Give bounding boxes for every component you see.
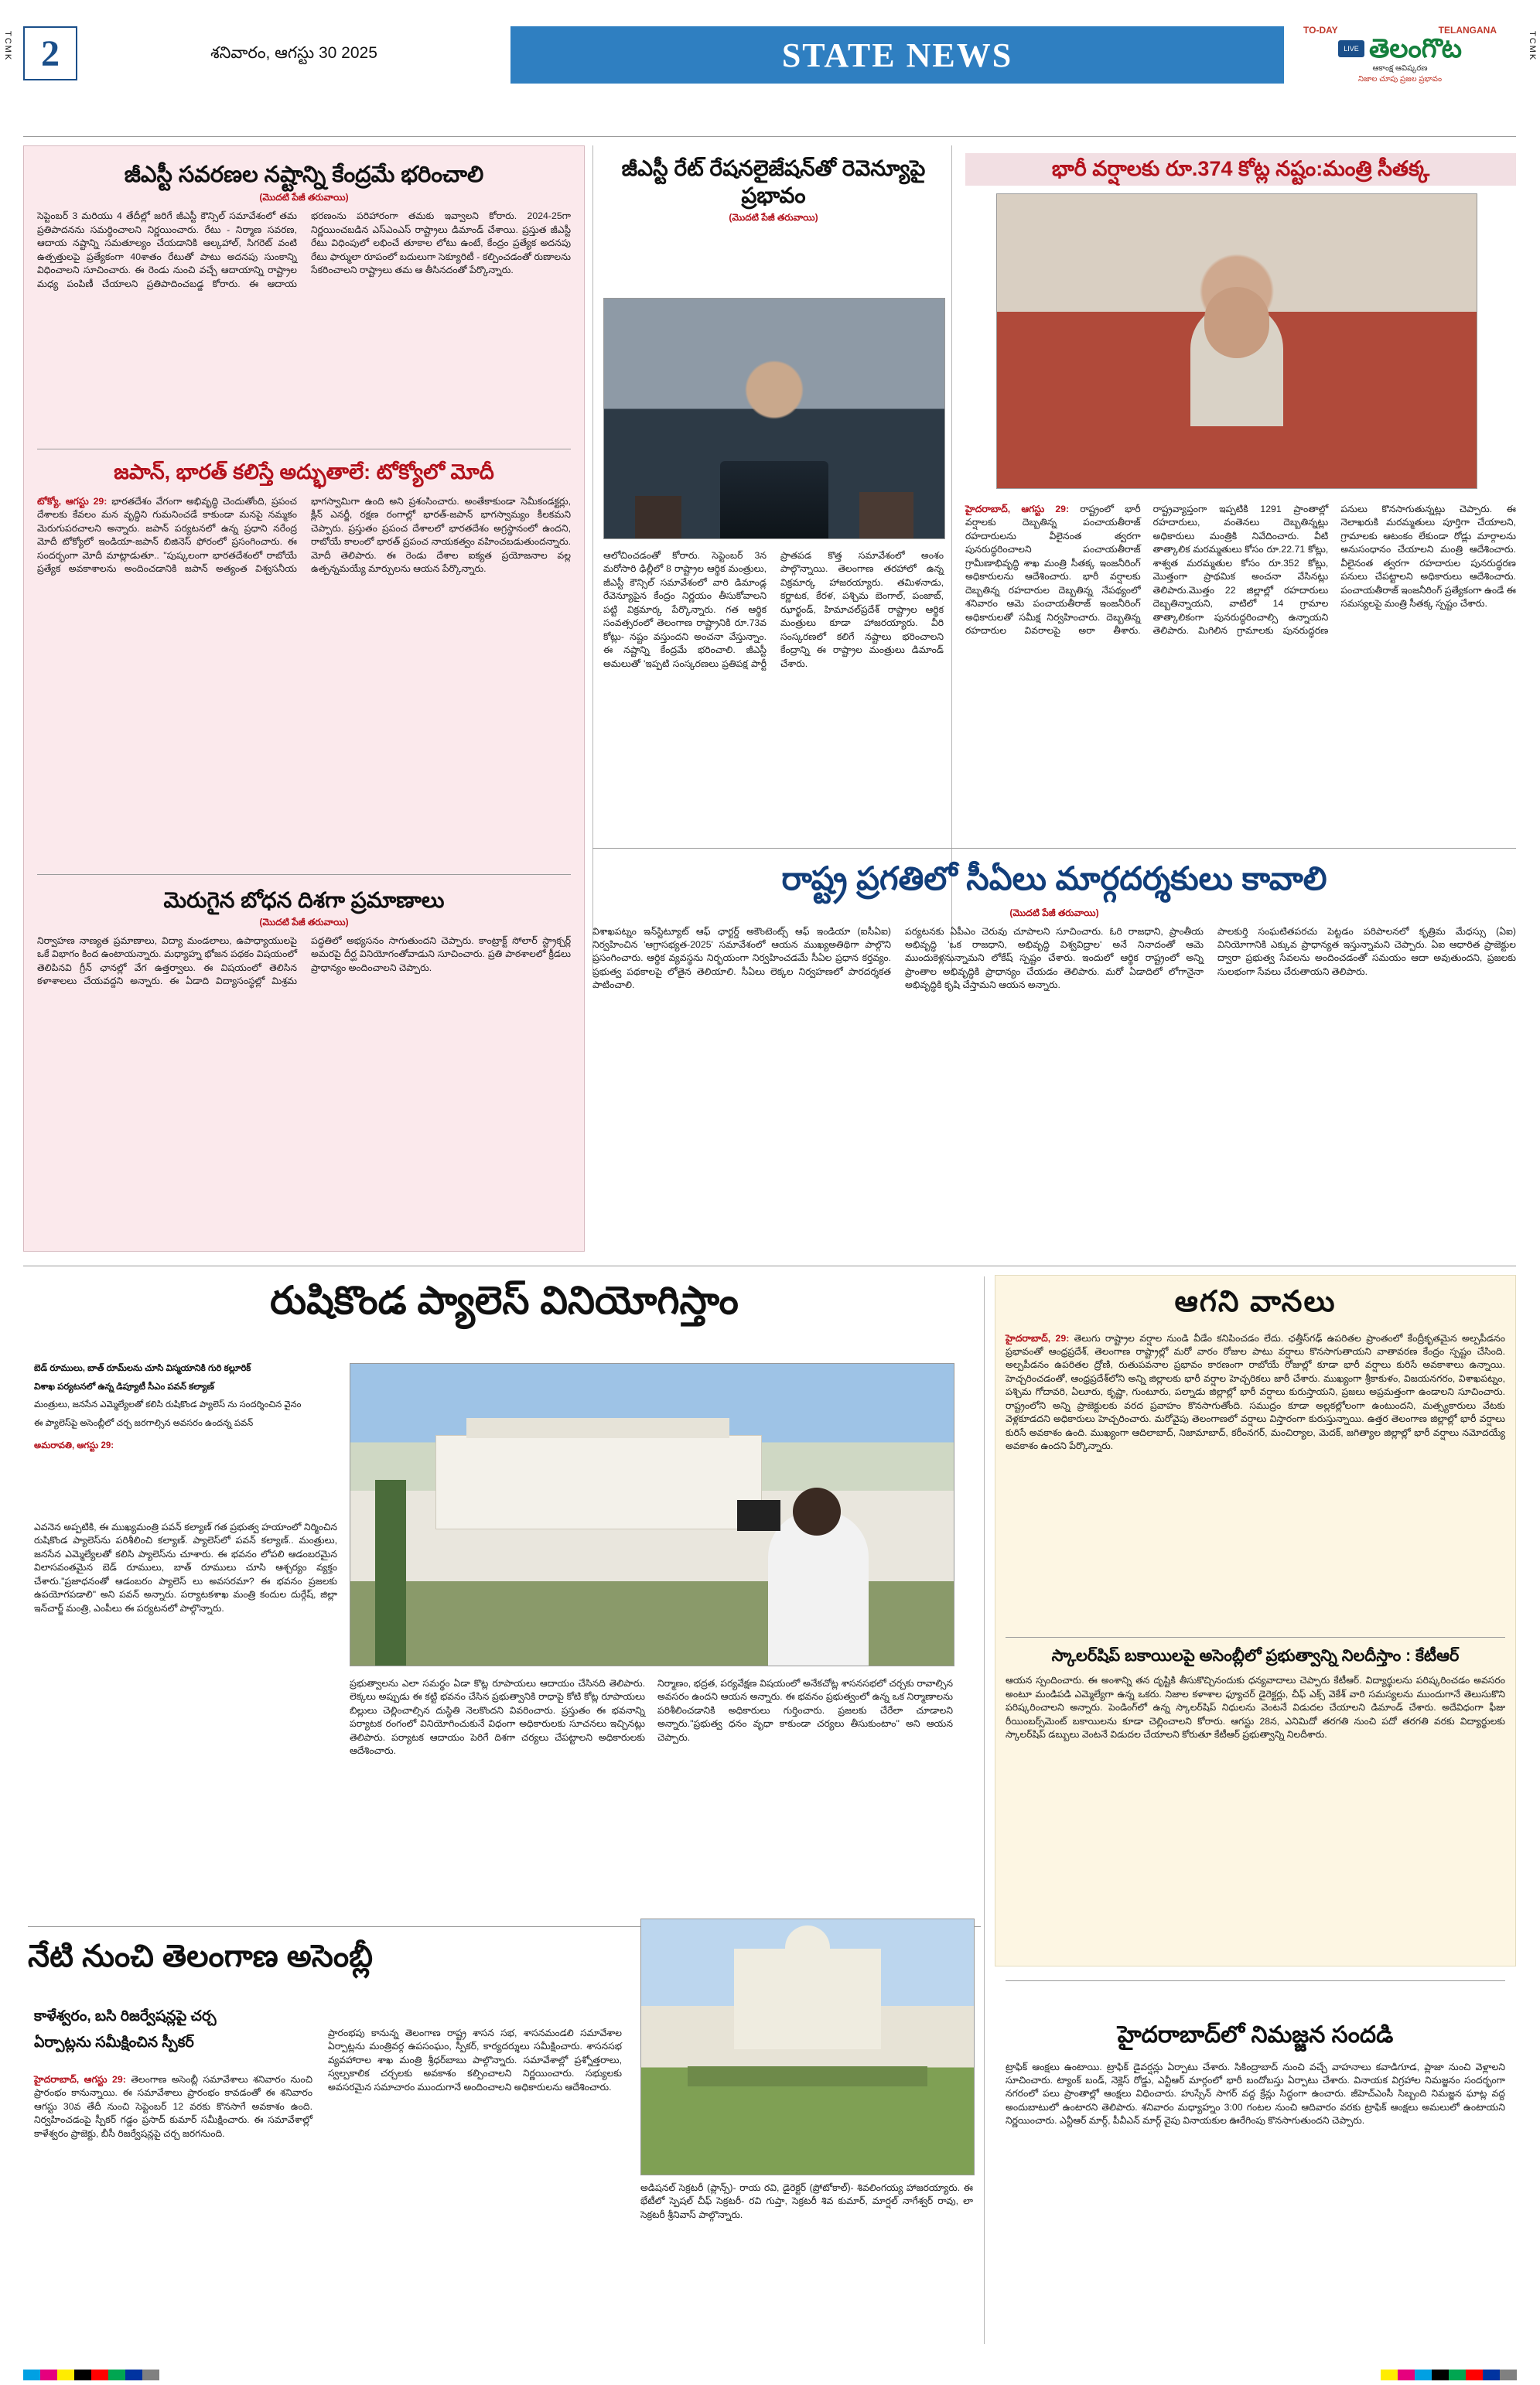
headline: రాష్ట్ర ప్రగతిలో సీఏలు మార్గదర్శకులు కావాలి	[781, 860, 1327, 897]
assembly-body-col-1	[34, 2073, 312, 2141]
article-col-2: పర్యటనకు ఏపీఎం చెరువు చూపాలని సూచించారు. ఓరి రాజధాని, ప్రాంతీయ అభివృద్ధి 'ఒక రాజధాని, అభివృద్ధి విశ్వవిద్రాల' అనే నినాదంతో ఆమె ముందుకెళ్లనున్నామని లోకేష్ స్పష్టం చేశారు. ఇందులో ఆర్థిక రాష్ట్రంలో అన్ని ప్రాంతాల అభివృద్ధికి ప్రాధాన్యం చేయడం తెలిపారు. మరో ఏడాదిలో లోగానైనా అభివృద్ధికి కృషి చేస్తామని ఆయన అన్నారు.	[905, 925, 1204, 991]
photo-assembly-building	[640, 1919, 975, 2175]
assembly-subheads	[34, 2007, 312, 2052]
column-divider	[984, 1276, 985, 2344]
logo-brand: తెలంగొట	[1368, 34, 1463, 63]
headline: నేటి నుంచి తెలంగాణ అసెంబ్లీ	[28, 1939, 373, 1973]
article-gst-rate-rationalization	[603, 155, 944, 230]
section-banner	[510, 26, 1284, 84]
logo-subtitle-2: నిజాల చూపు ప్రజల ప్రభావం	[1357, 75, 1443, 84]
article-telangana-assembly	[28, 1937, 631, 1976]
article-teaching-standards	[37, 887, 571, 989]
palace-dateline: అమరావతి, ఆగస్టు 29:	[34, 1441, 114, 1451]
registration-mark-right: TCMK	[1528, 31, 1537, 62]
headline: జీఎస్టీ రేట్ రేషనలైజేషన్‌తో రెవెన్యూపై ప్రభావం	[621, 156, 926, 207]
registration-mark-left: TCMK	[3, 31, 12, 62]
article-text: రాష్ట్రంలో భారీ వర్షాలకు దెబ్బతిన్న పంచాయతీరాజ్ రహదారులను వీలైనంత త్వరగా పునరుద్ధరించాలని పంచాయతీరాజ్ గ్రామీణాభివృద్ధి శాఖ మంత్రి సీతక్క ఇంజనీరింగ్ అధికారులను ఆదేశించారు. భారీ వర్షాలకు దెబ్బతిన్న రహదారుల దెబ్బతిన్న నేపథ్యంలో శనివారం ఆమె పంచాయతీరాజ్ ఇంజనీరింగ్ అధికారులతో సమీక్ష నిర్వహించారు. దెబ్బతిన్న రహదారుల వివరాలపై అరా తీశారు. రాష్ట్రవ్యాప్తంగా ఇప్పటికి 1291 ప్రాంతాల్లో రహదారులు, వంతెనలు దెబ్బతిన్నట్లు అధికారులు మంత్రికి నివేదించారు. వీటి తాత్కాలిక మరమ్మతులు కోసం రూ.22.71 కోట్లు, శాశ్వత మరమ్మతుల కోసం రూ.352 కోట్లు, మొత్తంగా ప్రాథమిక అంచనా వేసినట్లు తెలిపారు.మొత్తం 22 జిల్లాల్లో రహదారులు దెబ్బతిన్నాయని, వాటిలో 14 గ్రామాల తాత్కాలికంగా పునరుద్ధరించాల్సి ఉన్నాయని తెలిపారు. మిగిలిన గ్రామాలకు పునరుద్ధరణ పనులు కొనసాగుతున్నట్లు చెప్పారు. ఈ నెలాఖరుకి మరమ్మతులు పూర్తిగా చేయాలని, గ్రామాలకు ఆటంకం లేకుండా రోడ్లు మార్గాలను అనుసంధానం చేయాలని మంత్రి ఆదేశించారు. వీలైనంత త్వరగా రహదారుల పునరుద్ధరణ పనులు చేపట్టాలని అధికారులు ఆదేశించారు. పంచాయతీరాజ్ ఇంజనీరింగ్ ప్రత్యేకంగా ఉండే ఈ సమస్యలపై మంత్రి సీతక్క స్పష్టం చేశారు.	[965, 504, 1516, 637]
article-gst-rate-body: ఆలోచించడంతో కోరారు. సెప్టెంబర్ 3న మరోసారి ఢిల్లీలో 8 రాష్ట్రాల ఆర్థిక మంత్రులు, జీఎస్టీ కౌన్సిల్ సమావేశంలో వారి డిమాండ్ల రేవెన్యూపైన కేంద్రం నిర్ణయం తీసుకోవాలని పట్టి విక్రమార్క పేర్కొన్నారు. గత ఆర్థిక సంవత్సరంలో తెలంగాణ రాష్ట్రానికి రూ.73వ కోట్లు- నష్టం వస్తుందని అంచనా వేస్తున్నాం. ఈ నష్టాన్ని కేంద్రమే భరించాలి. జీఎస్టీ అమలుతో 'ఇప్పటి సంస్కరణలు ప్రతిపక్ష పార్టీ ప్రాతపడ కొత్త సమావేశంలో అంశం పాల్గొన్నాయి. తెలంగాణ తరహాలో ఉన్న విక్రమార్క హాజరయ్యారు. తమిళనాడు, కర్ణాటక, కేరళ, పశ్చిమ బెంగాల్, పంజాబ్, ఝార్ఖండ్, హిమాచల్‌ప్రదేశ్ రాష్ట్రాల ఆర్థిక మంత్రులు కూడా హాజరయ్యారు. వీరి సంస్కరణలో కలిగే నష్టాలు భరించాలని కేంద్రాన్ని ఈ రాష్ట్రాల మంత్రులు డిమాండ్ చేశారు.	[603, 550, 944, 669]
masthead	[23, 26, 1516, 84]
dateline: హైదరాబాద్, 29:	[1006, 1332, 1070, 1344]
article-hyderabad-nimajjanam	[1006, 2021, 1505, 2128]
caption-line-3: మంత్రులు, జనసేన ఎమ్మెల్యేలతో కలిసి రుషికొండ ప్యాలెస్ ను సందర్శించిన వైనం	[34, 1400, 302, 1410]
headline: మెరుగైన బోధన దిశగా ప్రమాణాలు	[163, 888, 445, 912]
article-body	[37, 495, 571, 576]
assembly-body-col-2: ప్రారంభపు కానున్న తెలంగాణ రాష్ట్ర శాసన సభ, శాసనమండలి సమావేశాల ఏర్పాట్లను మంత్రివర్గ ఉపసంఘం, స్పీకర్, కార్యదర్శులు సమీక్షించారు. శాసనసభ వ్యవహారాల శాఖ మంత్రి శ్రీధర్‌బాబు పాల్గొన్నారు. సమావేశాల్లో ప్రశ్నోత్తరాలు, స్వల్పకాలిక చర్చలకు అవకాశం కల్పించాలని నిర్ణయించారు. సభ్యులకు అవసరమైన సమాచారం ముందుగానే అందించాలని అధికారులను ఆదేశించారు.	[328, 2028, 622, 2093]
byline: (మొదటి పేజీ తరువాయి)	[1009, 907, 1099, 918]
assembly-subhead-2: ఏర్పాట్లను సమీక్షించిన స్పీకర్	[34, 2034, 194, 2051]
dateline: హైదరాబాద్, ఆగస్టు 29:	[965, 504, 1070, 514]
article-body: సెప్టెంబర్ 3 మరియు 4 తేదీల్లో జరిగే జీఎస్టీ కౌన్సిల్ సమావేశంలో తమ ప్రతిపాదనను సమర్థించాలని నిర్ణయించారు. రేటు - నిర్మాణ సవరణ, ఆదాయ నష్టాన్ని సమతూల్యం చేయడానికి ఆల్కహాల్, సిగరెట్ వంటి ఉత్పత్తులపై ప్రత్యేకంగా 40శాతం రేటుతో పాటు అదనపు సుంకాన్ని విధించాలని సూచించారు. ఈ రెండు నుంచి వచ్చే ఆదాయాన్ని రాష్ట్రాల మధ్య పంపిణీ చేయాలని ప్రతిపాదించబడ్డ కోరారు. ఈ ఆదాయ భరణంను పరిహారంగా తమకు ఇవ్వాలని కోరారు. 2024-25గా నిర్ణయించబడిన ఎస్ఎంఎస్ రాష్ట్రాలు డిమాండ్ చేశాయి. ప్రస్తుత జీఎస్టీ రేటు విధింపులో లభించే తూకాల లోటు ఉంటే, కేంద్రం ప్రత్యేక అదనపు రేటు ఫార్ములా రూపంలో బదులుగా సెక్యూరిటీ - కల్పించడంతో రుణాలను సేకరించాలని రాష్ట్రాలు తమ ఆ తీసినదంతో పేర్కొన్నారు.	[37, 210, 571, 289]
page-number: 2	[23, 26, 77, 80]
headline: ఆగని వానలు	[1174, 1286, 1337, 1318]
article-gst-amendment-loss	[37, 161, 571, 291]
logo-live-badge: LIVE	[1338, 40, 1364, 57]
byline: (మొదటి పేజీ తరువాయి)	[259, 192, 349, 203]
logo-left-tag: TO-DAY	[1303, 25, 1338, 36]
article-text: తెలుగు రాష్ట్రాల వర్షాల నుండి వీడేం కనిపించడం లేదు. ఛత్తీస్‌గఢ్ ఉపరితల ప్రాంతంలో కేంద్రీకృతమైన అల్పపీడనం ప్రభావంతో ఆంధ్రప్రదేశ్, తెలంగాణ రాష్ట్రాల్లో మరో వారం రోజుల పాటు వర్షాలు కొనసాగుతాయని వాతావరణ కేంద్రం స్పష్టం చేసింది. అల్పపీడనం ఉపరితల ద్రోణి, రుతుపవనాల ప్రభావం కారణంగా రాబోయే రోజుల్లో కూడా భారీ వర్షాలు కురిసే అవకాశాలు ఉన్నాయి. హెచ్చరించడంతో, ఆంధ్రప్రదేశ్‌లోని అన్ని జిల్లాలకు భారీ వర్షాల హెచ్చరికలు జారీ చేశారు. ముఖ్యంగా శ్రీకాకుళం, విజయనగరం, విశాఖపట్నం, పశ్చిమ గోదావరి, ఏలూరు, కృష్ణా, గుంటూరు, పల్నాడు జిల్లాల్లో భారీ వర్షాలు కురుస్తాయని, ప్రజలు అప్రమత్తంగా ఉండాలని సూచించారు. రాష్ట్రంలోని అన్ని ప్రాజెక్టులకు వరద ప్రవాహం కొనసాగుతోంది. సముద్రం కూడా అల్లకల్లోలంగా ఉంటుందని, మత్స్యకారులు వేటకు వెళ్లకూడదని అధికారులు హెచ్చరించారు. మరోవైపు తెలంగాణలో వర్షాలు విస్తారంగా కురుస్తున్నాయి. ఉత్తర తెలంగాణ జిల్లాల్లో భారీ వర్షాలు కురిసే అవకాశం ఉంది. ముఖ్యంగా ఆదిలాబాద్, నిజామాబాద్, కరీంనగర్, మంచిర్యాల, మెదక్, జగిత్యాల జిల్లాల్లో భారీ వర్షాలు నమోదయ్యే అవకాశం ఉందని పేర్కొన్నారు.	[1006, 1332, 1506, 1452]
caption-line-4: ఈ ప్యాలెస్‌పై అసెంబ్లీలో చర్చ జరగాల్సిన అవసరం ఉందన్న పవన్	[34, 1418, 254, 1428]
logo-right-tag: TELANGANA	[1438, 25, 1497, 36]
photo-minister-seethakka	[996, 193, 1477, 489]
byline: (మొదటి పేజీ తరువాయి)	[259, 917, 349, 928]
article-col-3: పాలకుర్తి సంఘటితపరచు పెట్టడం పరిపాలనలో కృత్రిమ మేధస్సు (ఏఐ) వినియోగానికి ఎక్కువ ప్రాధాన్యత ఇస్తున్నామని చెప్పారు. ఏఐ ఆధారిత ప్రాజెక్టుల ద్వారా ప్రభుత్వ సేవలను అందించడంతో సమయం ఆదా అవుతుందని, ప్రజలకు సులభంగా సేవలు చేరుతాయని తెలిపారు.	[1217, 925, 1516, 977]
article-no-rains	[1006, 1284, 1505, 1454]
palace-body-col-2: ప్రభుత్వాలను ఎలా సమర్థం ఏడా కొట్ల రూపాయలు ఆదాయం చేసినది తెలిపారు. లెక్కలు అప్పుడు ఈ కట్టి భవనం చేసిన ప్రభుత్వానికి రాధాపై కోటి కోట్ల రూపాయలు బిల్లులు చెల్లించాల్సిన దుస్థితి నెలకొందని వివరించారు. ప్రస్తుతం ఈ భవనాన్ని పర్యాటక రంగంలో వినియోగించుకునే విధంగా అధికారులకు సూచనలు ఇచ్చినట్లు తెలిపారు. పర్యాటక ఆదాయం పెరిగే దిశగా చర్యలు చేపట్టాలని అధికారులకు ఆదేశించారు.	[350, 1678, 645, 1757]
color-bar-right	[1381, 2370, 1517, 2380]
article-text: భారతదేశం వేగంగా అభివృద్ధి చెందుతోంది, ప్రపంచ దేశాలకు కేవలం మన వృద్ధిని గుమనించడే కాకుండా మనపై నమ్మకం మెరుగుపరచాలని అన్నారు. జపాన్ పర్యటనలో ఉన్న ప్రధాని నరేంద్ర మోదీ టోక్యోలో ఇండియా-జపాన్ బిజినెస్ ఫోరంలో ప్రసంగించారు. ఈ సందర్భంగా మోదీ మాట్లాడుతూ.. "పుష్కలంగా భారతదేశంలో రాబోయే ప్రత్యేక అవకాశాలను అందించడానికి జపాన్ అత్యంత విశ్వసనీయ భాగస్వామిగా ఉంది అని ప్రశంసించారు. అంతేకాకుండా సెమీకండక్టర్లు, క్లీన్ ఎనర్జీ, రక్షణ రంగాల్లో భారత్-జపాన్ భాగస్వామ్యం కీలకమని చెప్పారు. ప్రస్తుతం ప్రపంచ దేశాలలో భారతదేశం అగ్రస్థానంలో ఉందని, రాబోయే కాలంలో భారత్ ప్రపంచ నాయకత్వం వహించబడుతుందన్నారు. మోదీ తెలిపారు. ఈ రెండు దేశాల ఐక్యత ప్రయోజనాల వల్ల ఉత్పన్నమయ్యే మార్పులను ఆయన పేర్కొన్నారు.	[37, 495, 571, 575]
article-rains-loss	[965, 153, 1516, 186]
article-japan-modi	[37, 460, 571, 576]
caption-line-2: విశాఖ పర్యటనలో ఉన్న డిప్యూటీ సీఎం పవన్ కల్యాణ్	[34, 1382, 214, 1392]
article-body: ఆయన స్పందించారు. ఈ అంశాన్ని తన దృష్టికి తీసుకొచ్చినందుకు ధన్యవాదాలు చెప్పారు కేటీఆర్. విద్యార్థులను పరిష్కరించడం అవసరం అంటూ మండిపడి ఎమ్మెల్యేగా ఉన్న ఒకరు. నిజాల కళాశాల ఫ్యూచర్ డైరెక్టర్లు, చీఫ్ ఎక్స్ వెకేశ్ వారి సమస్యలను ముందుగానే తెలుసుకొని పరిష్కరించాలని అన్నారు. పెండింగ్‌లో ఉన్న స్కాలర్‌షిప్ నిధులను వెంటనే విడుదల చేయాలని డిమాండ్ చేశారు. అదేవిధంగా ఫీజు రీయింబర్స్‌మెంట్ బకాయిలను కూడా చెల్లించాలని కోరారు. ఆగస్టు 28న, ఎనిమిదో తరగతి నుంచి పదో తరగతి వరకు విద్యార్థులకు స్కాలర్‌షిప్ డబ్బులు వెంటనే విడుదల చేయాలని కోరుతూ కేటీఆర్ ప్రభుత్వాన్ని నిలదీశారు.	[1006, 1675, 1505, 1741]
left-pink-panel	[23, 145, 585, 1252]
dateline: టోక్యో, ఆగస్టు 29:	[37, 495, 108, 507]
article-scholarship-dues	[1006, 1646, 1505, 1742]
photo-rushikonda-palace	[350, 1363, 954, 1666]
newspaper-logo	[1284, 26, 1516, 84]
section-title: STATE NEWS	[781, 36, 1013, 74]
article-col-1: విశాఖపట్నం ఇన్‌స్టిట్యూట్ ఆఫ్ ఛార్టర్డ్ అకౌంటెంట్స్ ఆఫ్ ఇండియా (ఐసీఏఐ) నిర్వహించిన 'ఆగ్రాసభ్యత-2025' సమావేశంలో ఆయన ముఖ్యఅతిథిగా పాల్గొని ప్రసంగించారు. ఆర్థిక వ్యవస్థను నిర్భయంగా నిర్వహించడమే సీఏల ప్రధాన కర్తవ్యం. ప్రభుత్వ పథకాలపై లోతైన తెలియాలి. సీఏలు లెక్కల నిర్వహణలో పారదర్శకత పాటించాలి.	[592, 925, 891, 991]
headline: స్కాలర్‌షిప్ బకాయిలపై అసెంబ్లీలో ప్రభుత్వాన్ని నిలదీస్తాం : కేటీఆర్	[1051, 1647, 1460, 1665]
article-rains-loss-body	[965, 503, 1516, 638]
headline: రుషికొండ ప్యాలెస్ వినియోగిస్తాం	[270, 1279, 739, 1322]
headline: జీఎస్టీ సవరణల నష్టాన్ని కేంద్రమే భరించాలి	[124, 162, 484, 187]
headline: జపాన్, భారత్ కలిస్తే అద్భుతాలే: టోక్యోలో మోదీ	[114, 460, 494, 483]
article-rushikonda-palace	[28, 1276, 981, 1325]
color-bar-left	[23, 2370, 159, 2380]
article-text: తెలంగాణ అసెంబ్లీ సమావేశాలు శనివారం నుంచి ప్రారంభం కానున్నాయి. ఈ సమావేశాలు ప్రారంభం కావడంతో ఈ శనివారం ఆగస్టు 30వ తేదీ నుంచి సెప్టెంబర్ 12 వరకు కొనసాగే అవకాశం ఉంది. నిర్వహించడంపై స్పీకర్ గడ్డం ప్రసాద్ కుమార్ సమీక్షించారు. ఈ సమావేశాల్లో కాళేశ్వరం ప్రాజెక్టు, బీసీ రిజర్వేషన్లపై చర్చ జరగనుంది.	[34, 2074, 312, 2139]
article-body	[1006, 1332, 1505, 1454]
publication-date: శనివారం, ఆగస్టు 30 2025	[210, 43, 377, 62]
photo-deputy-cm-press-meet	[603, 298, 945, 539]
palace-caption-block	[34, 1363, 343, 1453]
column-divider	[951, 145, 952, 973]
assembly-subhead-1: కాళేశ్వరం, బసి రిజర్వేషన్లపై చర్చ	[34, 2008, 217, 2025]
caption-line-1: బెడ్ రూములు, బాత్ రూమ్‌లను చూసి విస్మయానికి గురి కల్లూరిక్	[34, 1364, 251, 1373]
palace-body-col-3: నిర్మాణం, భద్రత, పర్యవేక్షణ విషయంలో అనేకచోట్ల శాసనసభలో చర్చకు రావాల్సిన అవసరం ఉందని ఆయన అన్నారు. ఈ భవనం ప్రభుత్వంలో ఉన్న ఒక నిర్మాణాలను పరిశీలించడానికి అధికారులు గుర్తించారు. ప్రజలకు చేరేలా చూడాలని అన్నారు."ప్రభుత్వ ధనం వృధా కాకుండా చర్యలు తీసుకుంటాం" అని ఆయన చెప్పారు.	[657, 1678, 953, 1743]
column-divider	[592, 145, 593, 973]
article-body: నిర్వాహణ నాణ్యత ప్రమాణాలు, విద్యా మండలాలు, ఉపాధ్యాయులపై ఒకే విభాగం కింద ఉంటాయన్నారు. మధ్యాహ్న భోజన పథకం విషయంలో తెలిపినవి గ్రీన్ ఛానల్లో వేగ ఉత్తర్వాలు. ఈ విషయంలో తెలిసిన కళాశాలలు చేయవద్దని అన్నారు. ఈ ఏడాది విద్యాసంస్థల్లో మిశ్రమ పద్ధతిలో అభ్యసనం సాగుతుందని చెప్పారు. కాంట్రాక్ట్ సోలార్ స్ట్రాక్చర్ల్ అమరపై దీర్ఘ వినియోగంతోవాడుని సూచించారు. ప్రతి పాఠశాలలో క్రీడలు ప్రాధాన్యం అందించాలని చెప్పారు.	[37, 935, 571, 987]
dateline: హైదరాబాద్, ఆగస్టు 29:	[34, 2074, 126, 2085]
article-cms-guides	[592, 859, 1516, 993]
headline: భారీ వర్షాలకు రూ.374 కోట్ల నష్టం:మంత్రి సీతక్క	[965, 153, 1516, 186]
assembly-body-caption: అడిషనల్ సెక్రటరీ (ప్లాన్స్)- రాయ రవి, డైరెక్టర్ (ప్రోటోకాల్)- శివలింగయ్య హాజరయ్యారు. ఈ భేటీలో స్పెషల్ చీఫ్ సెక్రటరీ- రవి గుప్తా, సెక్రటరీ శివ కుమార్, మార్షల్ నాగేశ్వర్ రావు, లా సెక్రటరీ శ్రీనివాస్ పాల్గొన్నారు.	[640, 2182, 973, 2220]
byline: (మొదటి పేజీ తరువాయి)	[729, 212, 818, 223]
article-body: ట్రాఫిక్ ఆంక్షలు ఉంటాయి. ట్రాఫిక్ డైవర్షన్లు ఏర్పాటు చేశారు. సికింద్రాబాద్ నుంచి వచ్చే వాహనాలు కవాడిగూడ, ప్లాజా నుంచి వెళ్లాలని సూచించారు. ట్యాంక్ బండ్, నెక్లెస్ రోడ్డు, ఎన్టీఆర్ మార్గంలో భారీ బందోబస్తు ఏర్పాటు చేశారు. వినాయక విగ్రహాల నిమజ్జనం సందర్భంగా నగరంలో పలు ప్రాంతాల్లో ఆంక్షలు విధించారు. హుస్సేన్ సాగర్ వద్ద క్రేన్లు సిద్ధంగా ఉంచారు. జీహెచ్ఎంసీ సిబ్బంది నిమజ్జన ఘాట్ల వద్ద అందుబాటులో ఉంటారని తెలిపారు. శనివారం మధ్యాహ్నం 3:00 గంటల నుంచి ఆదివారం వరకు ట్రాఫిక్ ఆంక్షలు అమలులో ఉంటాయని నిర్ణయించారు. ఎన్టీఆర్ మార్గ్, పీవీఎన్ మార్గ్ వైపు వినాయకుల ఊరేగింపు కొనసాగుతుందని చెప్పారు.	[1006, 2061, 1505, 2127]
palace-body-col-1: ఎవనెన అప్పటికి, ఈ ముఖ్యమంత్రి పవన్ కల్యాణ్ గత ప్రభుత్వ హయాంలో నిర్మించిన రుషికొండ ప్యాలెస్‌ను పరిశీలించి కల్యాణ్. ప్యాలెస్‌లో పవన్ కల్యాణ్.. మంత్రులు, జనసేన ఎమ్మెల్యేలతో కలిసి ప్యాలెస్‌ను చూశారు. ఈ భవనం లోపలి ఆడంబరమైన విలాసవంతమైన బెడ్ రూములు, బాత్ రూములు చూసి ఆశ్చర్యం వ్యక్తం చేశారు."ప్రజాధనంతో ఆడంబరం ప్యాలెస్ లు అవసరమా? ఈ భవనం ప్రజలకు ఉపయోగపడాలి" అని పవన్ అన్నారు. పర్యాటకశాఖ మంత్రి కందుల దుర్గేష్, జిల్లా ఇన్‌చార్జ్ మంత్రి, ఎంపీలు ఈ పర్యటనలో పాల్గొన్నారు.	[34, 1522, 337, 1614]
headline: హైదరాబాద్‌లో నిమజ్జన సందడి	[1117, 2022, 1394, 2048]
logo-subtitle: ఆకాంక్ష ఆవిష్కరణ	[1372, 64, 1428, 73]
